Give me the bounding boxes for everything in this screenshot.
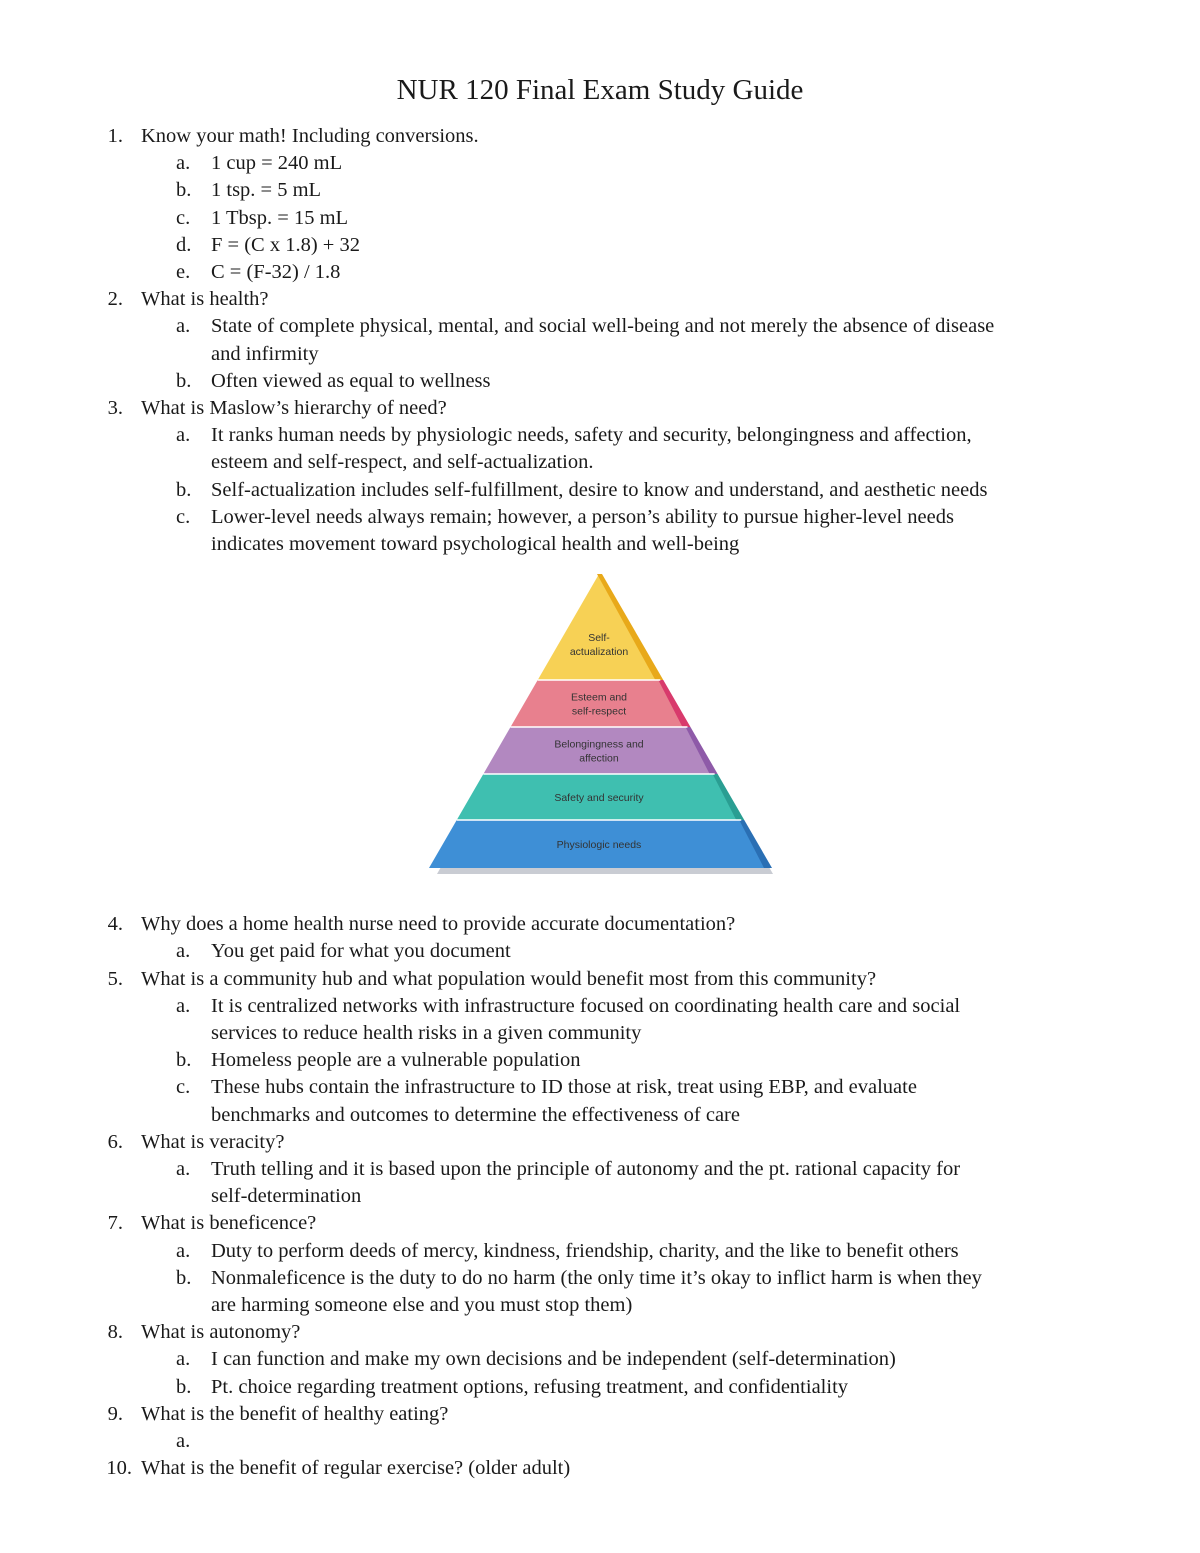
question-text: What is veracity? xyxy=(141,1130,285,1153)
question-number: 6. xyxy=(107,1130,123,1153)
answer-letter: b. xyxy=(176,478,192,501)
question-text: What is the benefit of regular exercise? (older adult) xyxy=(141,1457,571,1480)
answer-text: Often viewed as equal to wellness xyxy=(211,369,491,392)
question-number: 10. xyxy=(106,1457,132,1480)
answer-text: 1 cup = 240 mL xyxy=(211,152,343,175)
question-number: 3. xyxy=(107,397,123,419)
question-number: 9. xyxy=(107,1402,123,1425)
answer-text: F = (C x 1.8) + 32 xyxy=(211,233,360,256)
answer-text: Duty to perform deeds of mercy, kindness, friendship, charity, and the like to benefit others xyxy=(211,1239,959,1262)
answer-letter: b. xyxy=(176,1266,192,1289)
answer-text: and infirmity xyxy=(211,342,319,365)
pyramid-level-label: Self- xyxy=(588,631,610,644)
answer-text: Self-actualization includes self-fulfillment, desire to know and understand, and aesthetic needs xyxy=(211,478,988,501)
answer-letter: c. xyxy=(176,1076,191,1099)
answer-letter: a. xyxy=(176,1158,191,1180)
pyramid-level xyxy=(429,820,772,868)
answer-letter: a. xyxy=(176,315,191,338)
answer-letter: a. xyxy=(176,1348,191,1371)
pyramid-level-label: self-respect xyxy=(571,705,627,718)
answer-text: It is centralized networks with infrastructure focused on coordinating health care and social xyxy=(211,994,961,1017)
answer-letter: b. xyxy=(176,1375,192,1398)
pyramid-level-label: actualization xyxy=(569,645,629,658)
question-text: What is beneficence? xyxy=(141,1212,317,1235)
answer-text: are harming someone else and you must stop them) xyxy=(211,1294,633,1316)
pyramid-level xyxy=(538,574,664,680)
answer-text: services to reduce health risks in a given community xyxy=(211,1022,642,1044)
answer-letter: c. xyxy=(176,206,191,229)
answer-text: It ranks human needs by physiologic needs, safety and security, belongingness and affection, xyxy=(211,424,972,447)
question-number: 8. xyxy=(107,1321,123,1344)
answer-text: indicates movement toward psychological health and well-being xyxy=(211,533,740,555)
answer-letter: d. xyxy=(176,233,192,256)
answer-letter: a. xyxy=(176,1239,191,1262)
answer-letter: a. xyxy=(176,424,191,447)
answer-letter: a. xyxy=(176,994,191,1017)
pyramid-level-label: Safety and security xyxy=(554,792,644,804)
pyramid-level xyxy=(457,774,744,820)
pyramid-level-label: Esteem and xyxy=(570,691,628,704)
answer-text: self-determination xyxy=(211,1185,362,1208)
pyramid-level-label: Belongingness and xyxy=(554,738,644,751)
question-text: Know your math! Including conversions. xyxy=(141,125,479,147)
answer-text: 1 tsp. = 5 mL xyxy=(211,179,322,202)
pyramid-level-fill xyxy=(511,680,688,727)
pyramid-level-label: affection xyxy=(579,752,619,765)
answer-letter: b. xyxy=(176,179,192,202)
answer-text: These hubs contain the infrastructure to ID those at risk, treat using EBP, and evaluate xyxy=(211,1076,917,1099)
question-number: 1. xyxy=(107,125,123,147)
question-text: What is autonomy? xyxy=(141,1321,301,1344)
answer-text: Pt. choice regarding treatment options, refusing treatment, and confidentiality xyxy=(211,1375,849,1398)
answer-text: You get paid for what you document xyxy=(211,940,511,963)
answer-text: 1 Tbsp. = 15 mL xyxy=(211,206,349,229)
question-text: What is Maslow’s hierarchy of need? xyxy=(141,397,447,419)
answer-letter: a. xyxy=(176,152,191,175)
answer-letter: a. xyxy=(176,940,191,963)
maslow-pyramid-diagram xyxy=(425,570,775,878)
pyramid-level xyxy=(483,727,717,774)
question-text: What is the benefit of healthy eating? xyxy=(141,1402,449,1425)
question-number: 2. xyxy=(107,288,123,311)
answer-letter: b. xyxy=(176,369,192,392)
answer-text: Lower-level needs always remain; however, a person’s ability to pursue higher-level needs xyxy=(211,505,954,528)
answer-text: State of complete physical, mental, and social well-being and not merely the absence of disease xyxy=(211,315,995,338)
question-text: Why does a home health nurse need to provide accurate documentation? xyxy=(141,913,736,936)
question-text: What is a community hub and what population would benefit most from this community? xyxy=(141,967,877,990)
answer-text: benchmarks and outcomes to determine the effectiveness of care xyxy=(211,1103,740,1126)
answer-text: C = (F-32) / 1.8 xyxy=(211,261,341,283)
answer-letter: a. xyxy=(176,1430,191,1452)
answer-text: Homeless people are a vulnerable population xyxy=(211,1049,581,1072)
question-number: 5. xyxy=(107,967,123,990)
answer-text: I can function and make my own decisions and be independent (self-determination) xyxy=(211,1348,896,1371)
question-number: 7. xyxy=(107,1212,123,1235)
pyramid-level-label: Physiologic needs xyxy=(556,839,642,851)
answer-text: Nonmaleficence is the duty to do no harm (the only time it’s okay to inflict harm is when they xyxy=(211,1266,982,1289)
page-title: NUR 120 Final Exam Study Guide xyxy=(396,74,804,106)
pyramid-level-fill xyxy=(538,574,661,680)
answer-text: Truth telling and it is based upon the principle of autonomy and the pt. rational capacity for xyxy=(211,1158,961,1180)
pyramid-level-fill xyxy=(483,727,714,774)
answer-letter: b. xyxy=(176,1049,192,1072)
answer-letter: e. xyxy=(176,261,191,283)
answer-text: esteem and self-respect, and self-actualization. xyxy=(211,451,594,474)
pyramid-level xyxy=(511,680,691,727)
question-number: 4. xyxy=(107,913,123,936)
answer-letter: c. xyxy=(176,505,191,528)
question-text: What is health? xyxy=(141,288,269,311)
